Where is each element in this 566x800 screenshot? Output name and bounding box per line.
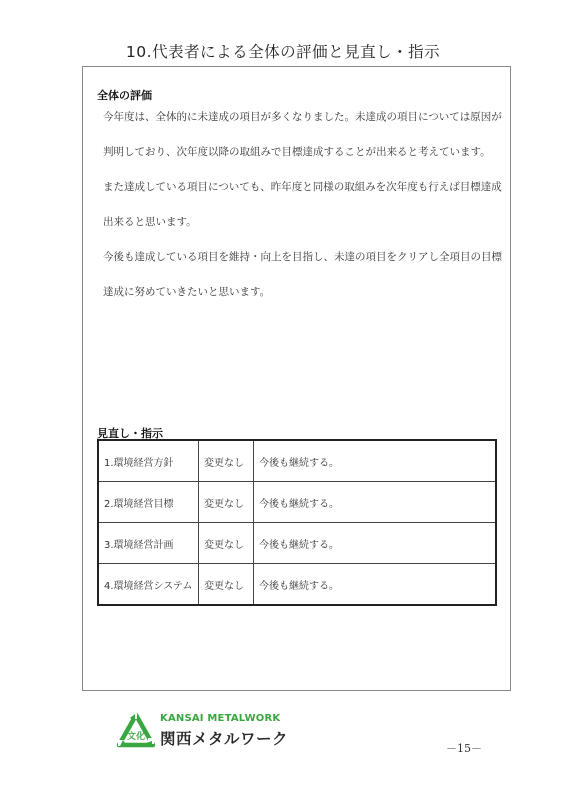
evaluation-line: 今後も達成している項目を維持・向上を目指し、未達の項目をクリアし全項目の目標 bbox=[103, 251, 502, 263]
review-change: 変更なし bbox=[199, 440, 254, 482]
page-number: －15－ bbox=[446, 742, 482, 755]
review-item: 2.環境経営目標 bbox=[98, 482, 199, 523]
table-row bbox=[98, 523, 496, 564]
evaluation-line: 出来ると思います。 bbox=[103, 216, 197, 228]
evaluation-line: 判明しており、次年度以降の取組みで目標達成することが出来ると考えています。 bbox=[103, 146, 491, 158]
recycle-triangle-icon bbox=[116, 712, 156, 750]
review-change: 変更なし bbox=[199, 564, 254, 606]
table-row bbox=[98, 564, 496, 606]
table-row bbox=[98, 482, 496, 523]
evaluation-line: 達成に努めていきたいと思います。 bbox=[103, 286, 271, 298]
content-frame bbox=[82, 66, 511, 691]
review-item: 1.環境経営方針 bbox=[98, 440, 199, 482]
brand-name-japanese: 関西メタルワーク bbox=[160, 730, 289, 748]
evaluation-paragraph bbox=[103, 109, 503, 319]
review-note: 今後も継続する。 bbox=[254, 564, 497, 606]
table-row bbox=[98, 440, 496, 482]
review-change: 変更なし bbox=[199, 482, 254, 523]
review-note: 今後も継続する。 bbox=[254, 440, 497, 482]
review-note: 今後も継続する。 bbox=[254, 482, 497, 523]
review-note: 今後も継続する。 bbox=[254, 523, 497, 564]
evaluation-line: また達成している項目についても、昨年度と同様の取組みを次年度も行えば目標達成 bbox=[103, 181, 502, 193]
review-heading: 見直し・指示 bbox=[97, 427, 163, 440]
evaluation-line: 今年度は、全体的に未達成の項目が多くなりました。未達成の項目については原因が bbox=[103, 111, 502, 123]
brand-name-english: KANSAI METALWORK bbox=[160, 713, 281, 724]
page-title: 10.代表者による全体の評価と見直し・指示 bbox=[125, 43, 441, 61]
review-item: 4.環境経営システム bbox=[98, 564, 199, 606]
review-change: 変更なし bbox=[199, 523, 254, 564]
evaluation-heading: 全体の評価 bbox=[97, 89, 152, 102]
logo-text: 文化 bbox=[126, 732, 146, 742]
review-table bbox=[97, 439, 497, 606]
review-item: 3.環境経営計画 bbox=[98, 523, 199, 564]
